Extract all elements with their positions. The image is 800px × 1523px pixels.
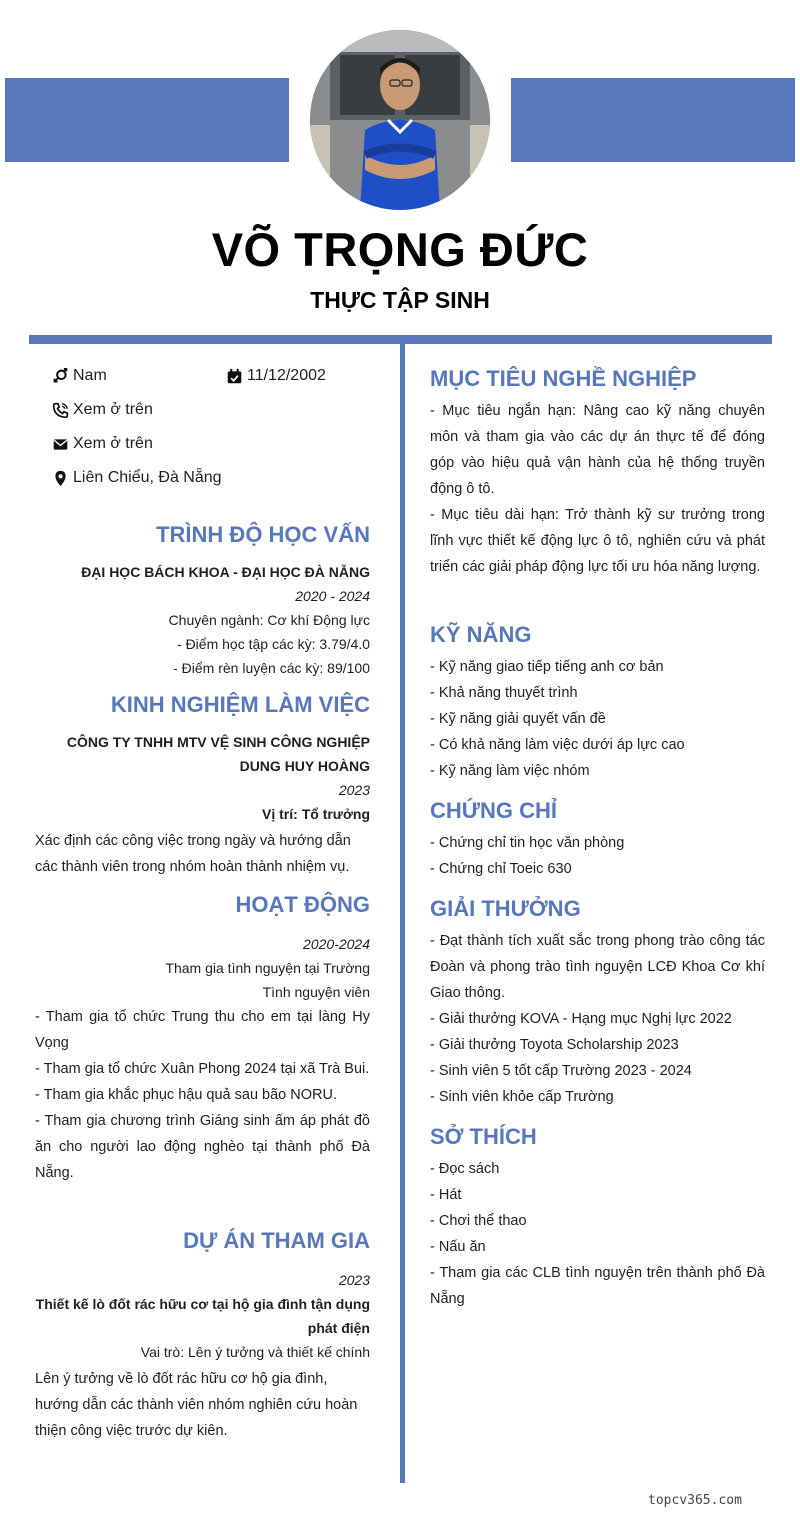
activities-section — [35, 890, 370, 1186]
education-major: Chuyên ngành: Cơ khí Động lực — [168, 612, 370, 628]
hobby-item: - Tham gia các CLB tình nguyện trên thành phố Đà Nẵng — [430, 1265, 765, 1307]
location-icon — [51, 469, 69, 487]
experience-section — [35, 690, 370, 880]
hobby-item: - Đọc sách — [430, 1161, 500, 1177]
header-bar-right — [511, 78, 795, 162]
contact-gender: Nam — [51, 365, 107, 387]
avatar — [310, 30, 490, 210]
hobby-item: - Chơi thể thao — [430, 1213, 527, 1229]
activities-period: 2020-2024 — [303, 936, 370, 952]
education-school: ĐẠI HỌC BÁCH KHOA - ĐẠI HỌC ĐÀ NẴNG — [81, 564, 370, 580]
award-item: - Giải thưởng Toyota Scholarship 2023 — [430, 1037, 679, 1053]
award-item: - Sinh viên khỏe cấp Trường — [430, 1089, 614, 1105]
education-gpa: - Điểm học tập các kỳ: 3.79/4.0 — [177, 636, 370, 652]
experience-company-line2: DUNG HUY HOÀNG — [239, 758, 370, 774]
activities-title: HOẠT ĐỘNG — [235, 892, 370, 917]
certificates-title: CHỨNG CHỈ — [430, 798, 558, 823]
hobby-item: - Nấu ăn — [430, 1239, 486, 1255]
contact-birthday: 11/12/2002 — [225, 365, 326, 387]
contact-email: Xem ở trên — [51, 433, 153, 455]
projects-title: DỰ ÁN THAM GIA — [183, 1228, 370, 1253]
education-conduct: - Điểm rèn luyện các kỳ: 89/100 — [173, 660, 370, 676]
calendar-icon — [225, 367, 243, 385]
certificates-section — [430, 796, 765, 882]
header-divider — [29, 335, 772, 344]
phone-icon — [51, 401, 69, 419]
objective-section — [430, 364, 765, 580]
activities-org: Tham gia tình nguyện tại Trường — [165, 960, 370, 976]
skill-item: - Kỹ năng làm việc nhóm — [430, 763, 590, 779]
education-title: TRÌNH ĐỘ HỌC VẤN — [156, 522, 370, 547]
award-item: - Đạt thành tích xuất sắc trong phong trào công tác Đoàn và phong trào tình nguyện LCĐ Khoa Cơ khí Giao thông. — [430, 933, 765, 1001]
left-column — [35, 352, 370, 1444]
award-item: - Sinh viên 5 tốt cấp Trường 2023 - 2024 — [430, 1063, 692, 1079]
awards-section — [430, 894, 765, 1110]
projects-section — [35, 1226, 370, 1444]
avatar-photo — [310, 30, 490, 210]
experience-company-line1: CÔNG TY TNHH MTV VỆ SINH CÔNG NGHIỆP — [66, 734, 370, 750]
activity-item: - Tham gia chương trình Giáng sinh ấm áp phát đồ ăn cho người lao động nghèo tại thành phố Đà Nẵng. — [35, 1113, 370, 1181]
skill-item: - Kỹ năng giao tiếp tiếng anh cơ bản — [430, 659, 664, 675]
skills-title: KỸ NĂNG — [430, 622, 532, 647]
hobbies-title: SỞ THÍCH — [430, 1124, 537, 1149]
objective-title: MỤC TIÊU NGHỀ NGHIỆP — [430, 366, 697, 391]
education-section — [35, 520, 370, 680]
skills-section — [430, 620, 765, 784]
activity-item: - Tham gia tổ chức Trung thu cho em tại làng Hy Vọng — [35, 1009, 370, 1051]
watermark: topcv365.com — [648, 1493, 742, 1508]
hobby-item: - Hát — [430, 1187, 462, 1203]
email-icon — [51, 435, 69, 453]
right-column — [430, 352, 765, 1312]
project-role: Vai trò: Lên ý tưởng và thiết kế chính — [140, 1344, 370, 1360]
project-year: 2023 — [338, 1272, 370, 1288]
activity-item: - Tham gia tổ chức Xuân Phong 2024 tại xã Trà Bui. — [35, 1061, 370, 1077]
column-divider — [400, 344, 405, 1483]
objective-long-term: - Mục tiêu dài hạn: Trở thành kỹ sư trưởng trong lĩnh vực thiết kế động lực ô tô, nghiên cứu và phát triển các giải pháp động lực tối ưu hóa năng lượng. — [430, 507, 765, 575]
activity-item: - Tham gia khắc phục hậu quả sau bão NORU. — [35, 1087, 337, 1103]
hobbies-section — [430, 1122, 765, 1312]
awards-title: GIẢI THƯỞNG — [430, 896, 581, 921]
candidate-name: VÕ TRỌNG ĐỨC — [211, 223, 589, 276]
candidate-position: THỰC TẬP SINH — [310, 287, 490, 313]
award-item: - Giải thưởng KOVA - Hạng mục Nghị lực 2022 — [430, 1011, 732, 1027]
project-name: Thiết kế lò đốt rác hữu cơ tại hộ gia đình tận dụng phát điện — [35, 1296, 370, 1336]
objective-short-term: - Mục tiêu ngắn hạn: Nâng cao kỹ năng chuyên môn và tham gia vào các dự án thực tế để đóng góp vào hiệu quả vận hành của hệ thống truyền động ô tô. — [430, 403, 765, 497]
contact-info — [35, 352, 370, 486]
experience-year: 2023 — [338, 782, 370, 798]
gender-icon — [51, 367, 69, 385]
contact-phone: Xem ở trên — [51, 399, 153, 421]
experience-role: Vị trí: Tổ trưởng — [262, 806, 370, 822]
experience-title: KINH NGHIỆM LÀM VIỆC — [110, 692, 370, 717]
experience-description: Xác định các công việc trong ngày và hướng dẫn các thành viên trong nhóm hoàn thành nhiệm vụ. — [35, 833, 351, 875]
certificate-item: - Chứng chỉ Toeic 630 — [430, 861, 572, 877]
activities-role: Tình nguyện viên — [262, 984, 370, 1000]
header-bar-left — [5, 78, 289, 162]
skill-item: - Khả năng thuyết trình — [430, 685, 578, 701]
education-period: 2020 - 2024 — [295, 588, 370, 604]
certificate-item: - Chứng chỉ tin học văn phòng — [430, 835, 625, 851]
contact-address: Liên Chiểu, Đà Nẵng — [51, 467, 222, 489]
skill-item: - Kỹ năng giải quyết vấn đề — [430, 711, 606, 727]
skill-item: - Có khả năng làm việc dưới áp lực cao — [430, 737, 685, 753]
project-description: Lên ý tưởng về lò đốt rác hữu cơ hộ gia đình, hướng dẫn các thành viên nhóm nghiên cứu hoàn thiện công việc trước dự kiên. — [35, 1371, 358, 1439]
